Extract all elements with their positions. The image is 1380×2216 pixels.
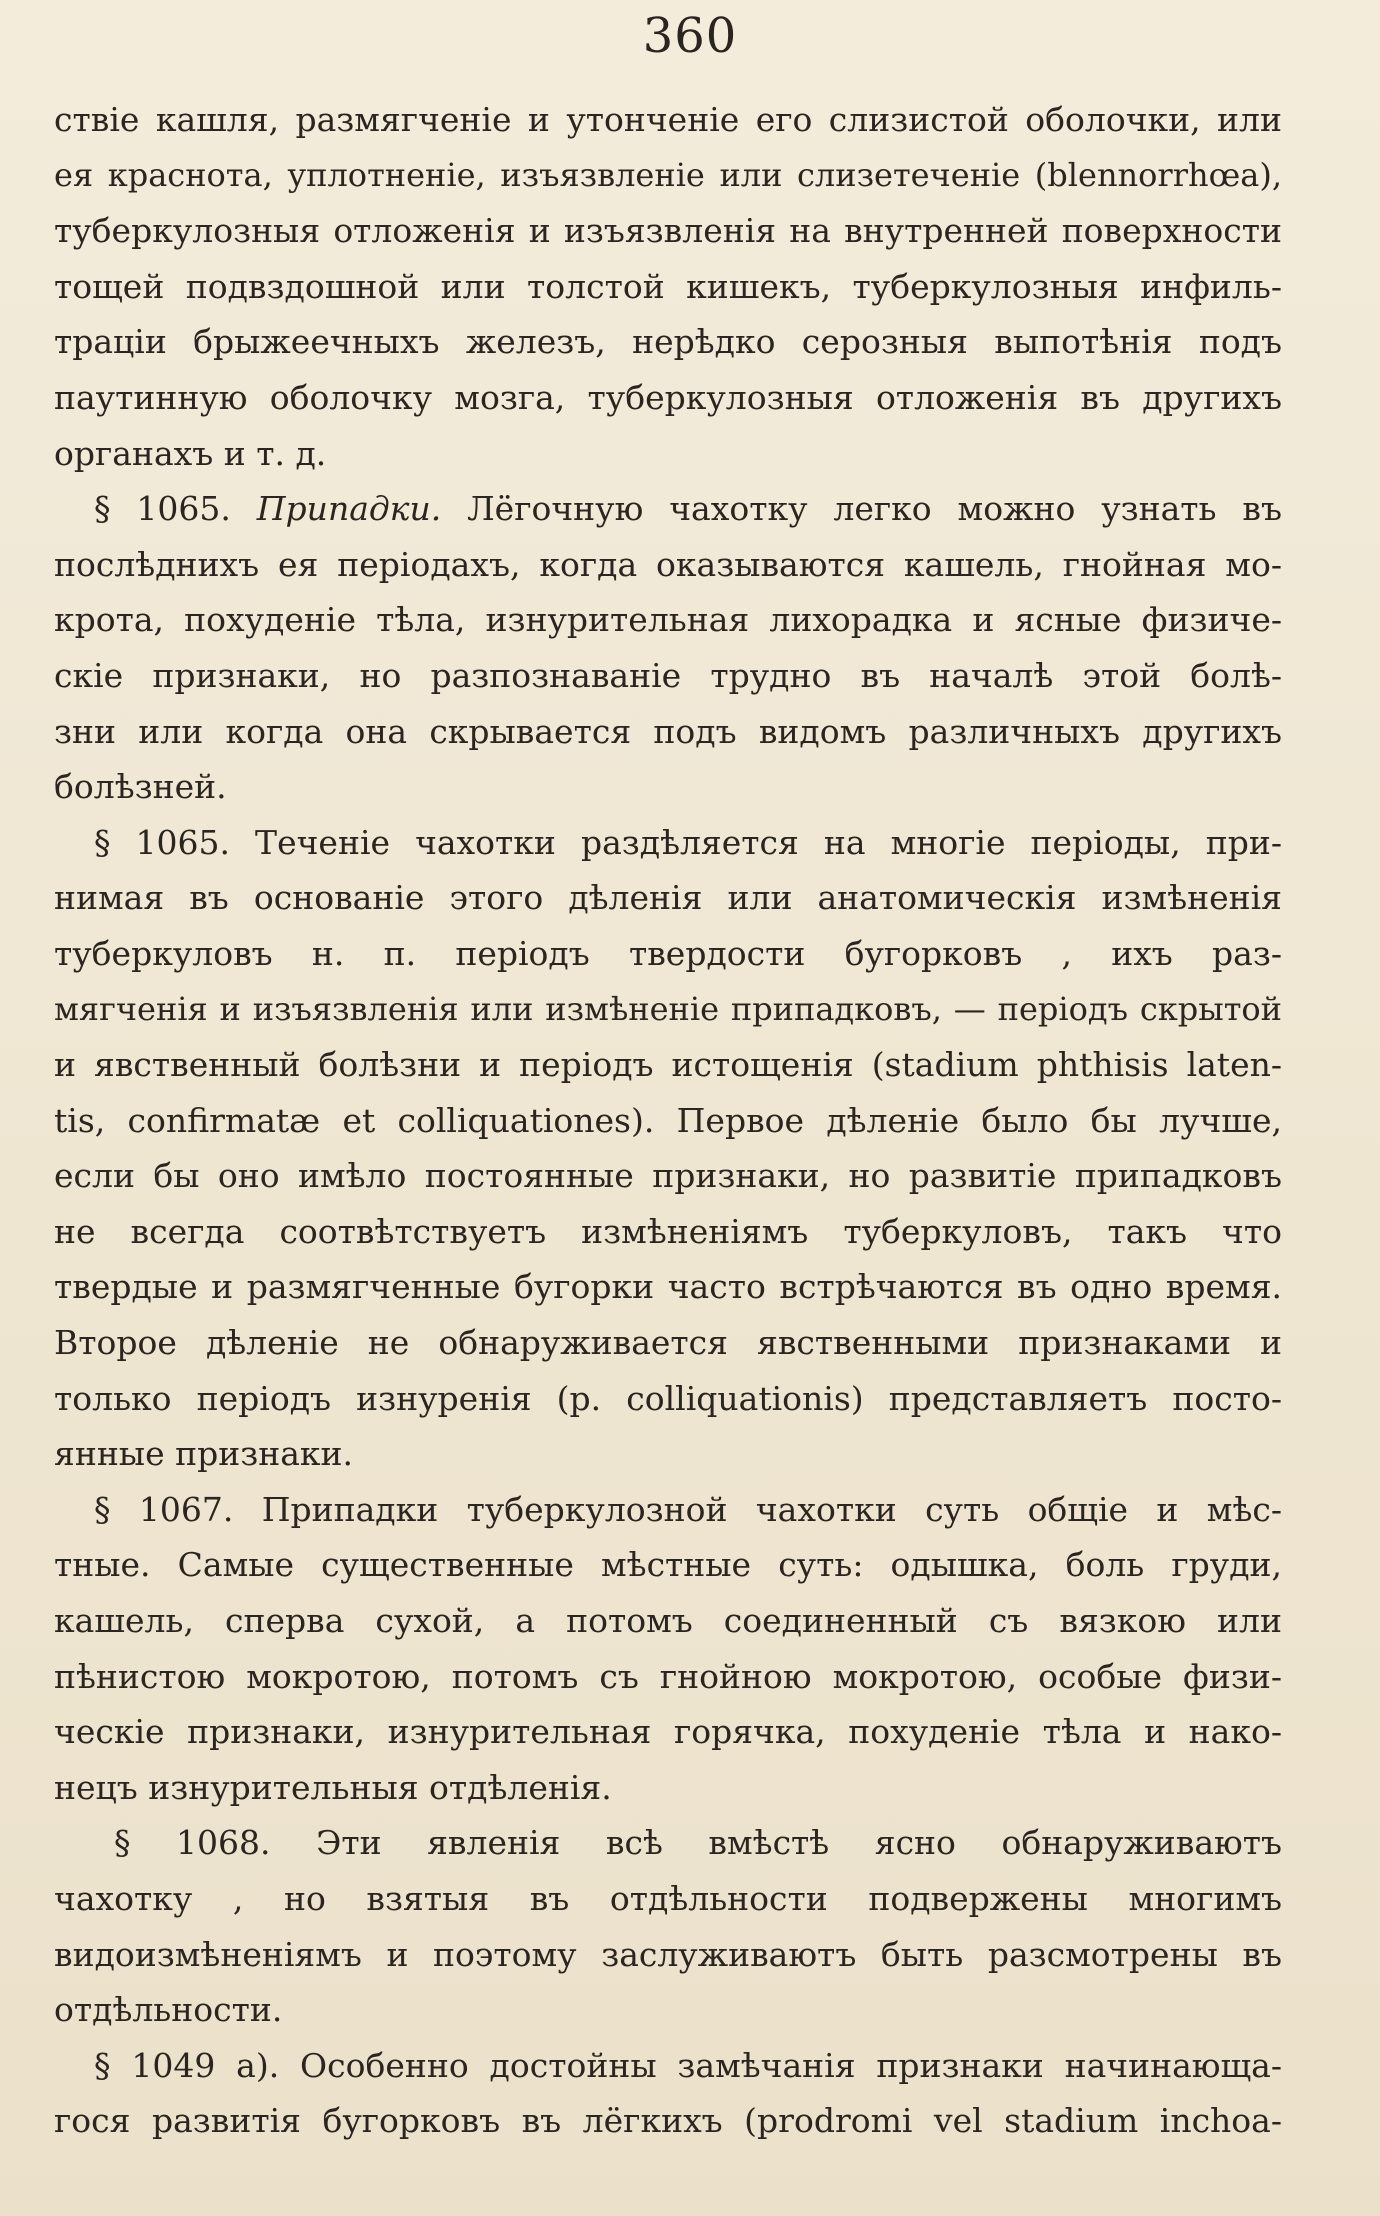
line-text: чахотку , но взятыя въ отдѣльности подвержены многимъ	[54, 1879, 1282, 1918]
line-text: зни или когда она скрывается подъ видомъ различныхъ другихъ	[54, 711, 1282, 751]
text-line	[54, 2038, 1282, 2094]
text-line	[54, 648, 1282, 704]
text-line	[54, 2093, 1282, 2149]
line-text: крота, похуденіе тѣла, изнурительная лихорадка и ясные физиче-	[54, 600, 1282, 640]
text-line	[54, 203, 1282, 259]
line-text: если бы оно имѣло постоянные признаки, но развитіе припадковъ	[54, 1156, 1282, 1196]
line-text: тощей подвздошной или толстой кишекъ, туберкулозныя инфиль-	[54, 266, 1282, 306]
text-line	[54, 1482, 1282, 1538]
text-line	[54, 1927, 1282, 1983]
line-text: Второе дѣленіе не обнаруживается явственными признаками и	[54, 1323, 1282, 1363]
line-text: тные. Самые существенные мѣстные суть: одышка, боль груди,	[54, 1545, 1282, 1585]
line-text: ческіе признаки, изнурительная горячка, похуденіе тѣла и нако-	[54, 1712, 1282, 1752]
text-line	[54, 1315, 1282, 1371]
line-text: tis, confirmatæ et colliquationes). Первое дѣленіе было бы лучше,	[54, 1100, 1282, 1140]
line-text: ствіе кашля, размягченіе и утонченіе его слизистой оболочки, или	[54, 100, 1282, 139]
text-line	[54, 537, 1282, 593]
text-line	[54, 148, 1282, 204]
line-text: туберкулозныя отложенія и изъязвленія на внутренней поверхности	[54, 211, 1282, 251]
text-line	[54, 1593, 1282, 1649]
line-text: ея краснота, уплотненіе, изъязвленіе или слизетеченіе (blennorrhœa),	[54, 155, 1282, 194]
text-line	[54, 1371, 1282, 1427]
line-text: § 1049 а). Особенно достойны замѣчанія признаки начинающа-	[94, 2045, 1282, 2085]
line-text: § 1067. Припадки туберкулозной чахотки суть общіе и мѣс-	[94, 1489, 1282, 1529]
text-line	[54, 1982, 1282, 2038]
text-line	[54, 1148, 1282, 1204]
text-line	[54, 1093, 1282, 1149]
section-number: § 1065.	[94, 489, 231, 529]
line-text: кашель, сперва сухой, а потомъ соединенный съ вязкою или	[54, 1601, 1282, 1641]
line-text: не всегда соотвѣтствуетъ измѣненіямъ туберкуловъ, такъ что	[54, 1211, 1282, 1251]
text-line	[54, 481, 1282, 537]
text-line	[54, 370, 1282, 426]
line-text: пѣнистою мокротою, потомъ съ гнойною мокротою, особые физи-	[54, 1656, 1282, 1696]
text-line	[54, 1704, 1282, 1760]
line-text: только періодъ изнуренія (p. colliquationis) представляетъ посто-	[54, 1378, 1282, 1418]
text-line	[54, 1649, 1282, 1705]
text-line	[54, 1760, 1282, 1816]
text-line	[54, 815, 1282, 871]
text-line	[54, 759, 1282, 815]
text-line	[54, 1204, 1282, 1260]
text-line	[54, 426, 1282, 482]
line-text: мягченія и изъязвленія или измѣненіе припадковъ, — періодъ скрытой	[54, 989, 1282, 1028]
text-line	[54, 92, 1282, 148]
text-line	[54, 592, 1282, 648]
line-text: отдѣльности.	[54, 1990, 283, 2030]
text-line	[54, 259, 1282, 315]
line-text: твердые и размягченные бугорки часто встрѣчаются въ одно время.	[54, 1267, 1282, 1307]
text-line	[54, 1259, 1282, 1315]
line-text: скіе признаки, но разпознаваніе трудно въ началѣ этой болѣ-	[54, 655, 1282, 695]
line-text: болѣзней.	[54, 767, 227, 807]
line-text: и явственный болѣзни и періодъ истощенія (stadium phthisis laten-	[54, 1045, 1282, 1085]
body-text	[54, 92, 1282, 2149]
line-text: паутинную оболочку мозга, туберкулозныя отложенія въ другихъ	[54, 377, 1282, 417]
line-text: гося развитія бугорковъ въ лёгкихъ (prodromi vel stadium inchoa-	[54, 2101, 1282, 2141]
line-text: нимая въ основаніе этого дѣленія или анатомическія измѣненія	[54, 878, 1282, 918]
line-text: видоизмѣненіямъ и поэтому заслуживаютъ быть разсмотрены въ	[54, 1934, 1282, 1974]
line-text: § 1065. Теченіе чахотки раздѣляется на многіе періоды, при-	[94, 822, 1282, 862]
text-line	[54, 1815, 1282, 1871]
text-line	[54, 314, 1282, 370]
page-number: 360	[642, 8, 738, 64]
line-text: траціи брыжеечныхъ железъ, нерѣдко серозныя выпотѣнія подъ	[54, 322, 1282, 362]
line-text: янные признаки.	[54, 1434, 353, 1474]
text-line	[54, 1871, 1282, 1927]
text-line	[54, 1537, 1282, 1593]
line-text: нецъ изнурительныя отдѣленія.	[54, 1767, 612, 1807]
text-line	[54, 982, 1282, 1038]
text-line	[54, 704, 1282, 760]
text-line	[54, 926, 1282, 982]
line-text: послѣднихъ ея періодахъ, когда оказываются кашель, гнойная мо-	[54, 544, 1282, 584]
text-line	[54, 870, 1282, 926]
text-line	[54, 1037, 1282, 1093]
section-heading: Припадки.	[256, 489, 442, 529]
line-text: Лёгочную чахотку легко можно узнать въ	[467, 489, 1282, 529]
line-text: органахъ и т. д.	[54, 433, 327, 473]
line-text: § 1068. Эти явленія всѣ вмѣстѣ ясно обнаруживаютъ	[114, 1823, 1282, 1863]
line-text: туберкуловъ н. п. періодъ твердости бугорковъ , ихъ раз-	[54, 933, 1282, 973]
text-line	[54, 1426, 1282, 1482]
